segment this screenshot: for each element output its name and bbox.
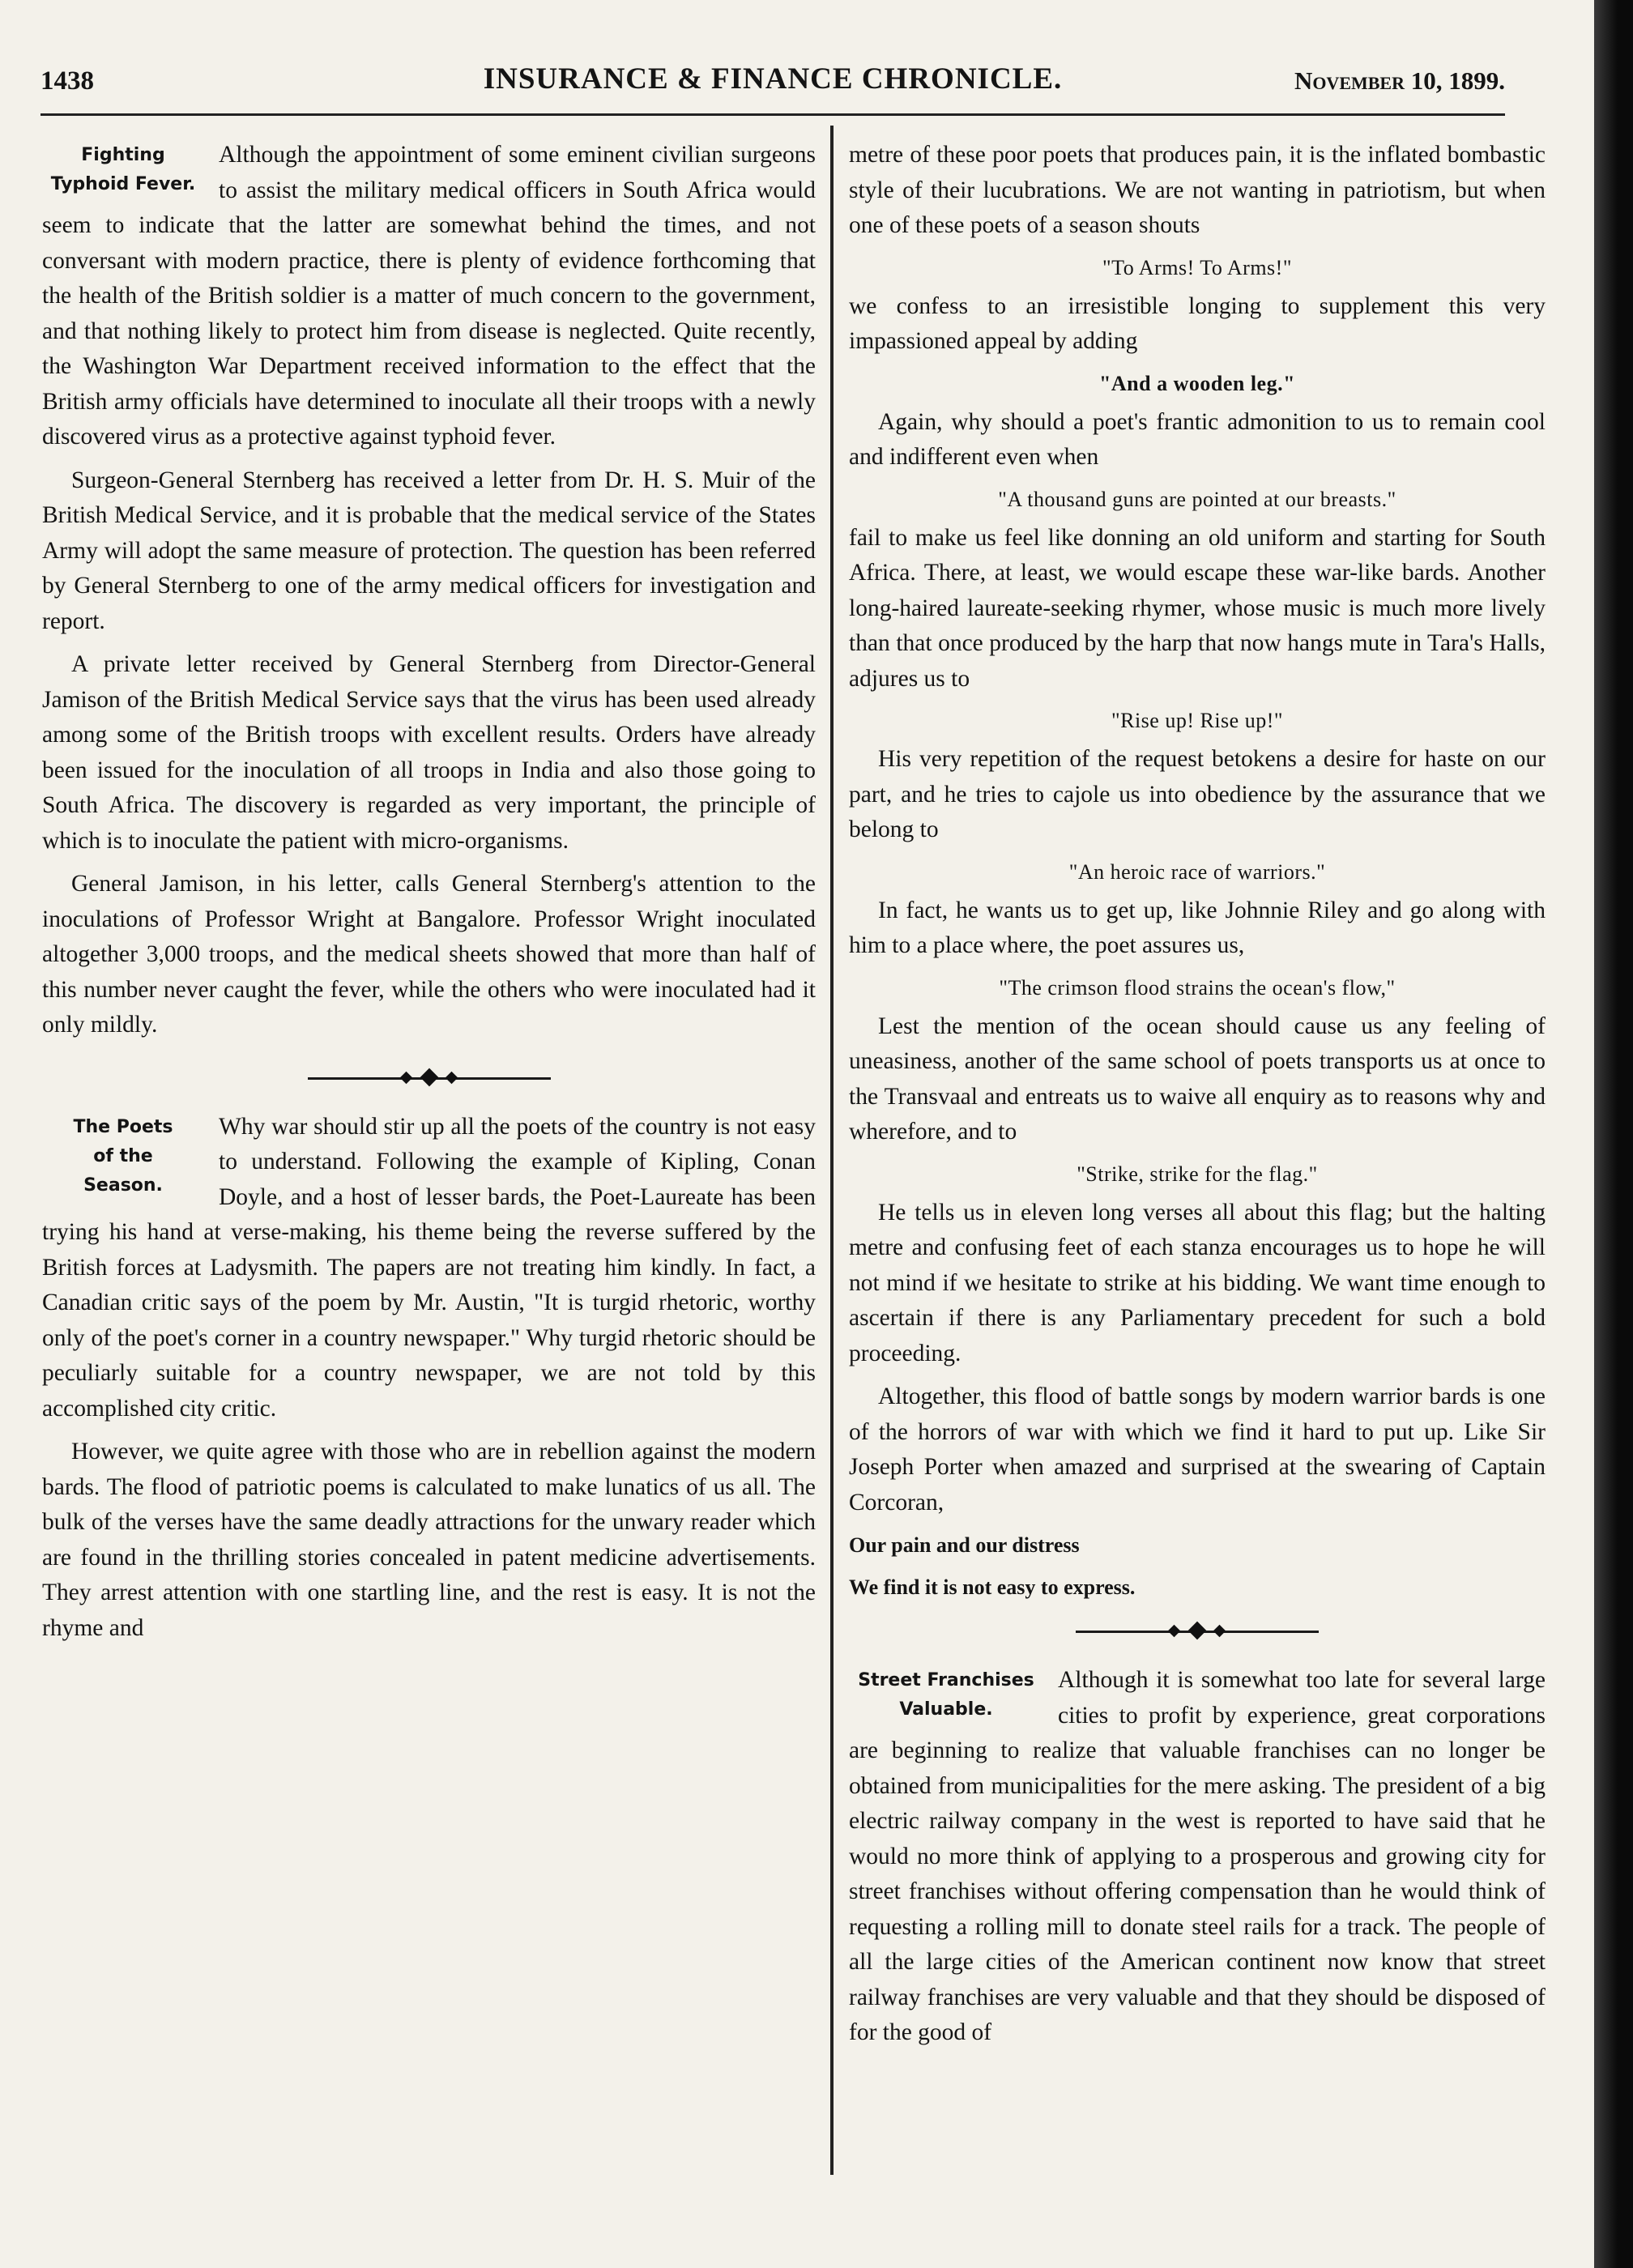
paragraph: we confess to an irresistible longing to supplement this very impassioned appeal by adding — [849, 292, 1546, 354]
paragraph: Surgeon-General Sternberg has received a letter from Dr. H. S. Muir of the British Medical Service, and it is probable that the medical service of the States Army will adopt the same measure of protection. The question has been referred by General Sternberg to one of the army medical officers for investigation and report. — [42, 467, 816, 634]
article-franchises — [849, 1663, 1546, 2051]
issue-date: November 10, 1899. — [1294, 66, 1505, 95]
paragraph: metre of these poor poets that produces pain, it is the inflated bombastic style of their lucubrations. We are not wanting in patriotism, but when one of these poets of a season shouts — [849, 142, 1546, 238]
verse-quote: "Rise up! Rise up!" — [1111, 709, 1283, 732]
section-ornament — [1076, 1619, 1319, 1643]
paragraph: General Jamison, in his letter, calls General Sternberg's attention to the inoculations of Professor Wright at Bangalore. Professor Wright inoculated altogether 3,000 troops, and the medical sheets showed that more than half of this number never caught the fever, while the others who were inoculated had it only mildly. — [42, 871, 816, 1038]
paragraph: Although the appointment of some eminent civilian surgeons to assist the military medical officers in South Africa would seem to indicate that the latter are somewhat behind the times, and not conversant with modern practice, there is plenty of evidence forthcoming that the health of the British soldier is a matter of much concern to the government, and that nothing likely to protect him from disease is neglected. Quite recently, the Washington War Department received information to the effect that the British army officials have determined to inoculate all their troops with a newly discovered virus as a protective against typhoid fever. — [42, 142, 816, 450]
paragraph: Why war should stir up all the poets of the country is not easy to understand. Following the example of Kipling, Conan Doyle, and a host of lesser bards, the Poet-Laureate has been trying his hand at verse-making, his theme being the reverse suffered by the British forces at Ladysmith. The papers are not treating him kindly. In fact, a Canadian critic says of the poem by Mr. Austin, "It is turgid rhetoric, worthy only of the poet's corner in a country newspaper." Why turgid rhetoric should be peculiarly suitable for a country newspaper, we are not told by this accomplished city critic. — [42, 1113, 816, 1422]
paragraph: A private letter received by General Sternberg from Director-General Jamison of the British Medical Service says that the virus has been used already among some of the British troops with excellent results. Orders have already been issued for the inoculation of all troops in India and also those going to South Africa. The discovery is regarded as very important, the principle of which is to inoculate the patient with micro-organisms. — [42, 651, 816, 854]
paragraph: His very repetition of the request betokens a desire for haste on our part, and he tries to cajole us into obedience by the assurance that we belong to — [849, 746, 1546, 842]
side-heading-franchises: Street Franchises Valuable. — [858, 1670, 1034, 1720]
page-number: 1438 — [41, 66, 94, 96]
article-poets — [42, 1110, 816, 1647]
right-column — [849, 138, 1546, 2059]
article-typhoid — [42, 138, 816, 1051]
verse-quote: "To Arms! To Arms!" — [1102, 255, 1292, 279]
paragraph: Altogether, this flood of battle songs by modern warrior bards is one of the horrors of war with which we find it hard to put up. Like Sir Joseph Porter when amazed and surprised at the swearing of Captain Corcoran, — [849, 1383, 1546, 1516]
verse-quote: "Strike, strike for the flag." — [1077, 1162, 1318, 1186]
page-header — [41, 62, 1505, 110]
closing-verse-line: We find it is not easy to express. — [849, 1575, 1136, 1599]
publication-title: INSURANCE & FINANCE CHRONICLE. — [483, 62, 1063, 96]
section-ornament — [308, 1066, 551, 1090]
left-column — [42, 138, 816, 1654]
paragraph: fail to make us feel like donning an old uniform and starting for South Africa. There, at least, we would escape these war-like bards. Another long-haired laureate-seeking rhymer, whose music is much more lively than that once produced by the harp that now hangs mute in Tara's Halls, adjures us to — [849, 524, 1546, 692]
side-heading-typhoid: Fighting Typhoid Fever. — [50, 145, 196, 194]
paragraph: Lest the mention of the ocean should cause us any feeling of uneasiness, another of the same school of poets transports us at once to the Transvaal and entreats us to waive all enquiry as to reasons why and wherefore, and to — [849, 1013, 1546, 1145]
verse-quote: "The crimson flood strains the ocean's flow," — [999, 975, 1396, 1000]
paragraph: In fact, he wants us to get up, like Johnnie Riley and go along with him to a place where, the poet assures us, — [849, 897, 1546, 958]
verse-quote: "A thousand guns are pointed at our breasts." — [998, 487, 1396, 511]
side-heading-poets: The Poets of the Season. — [73, 1116, 173, 1196]
paragraph: Although it is somewhat too late for several large cities to profit by experience, great corporations are beginning to realize that valuable franchises can no longer be obtained from municipalities for the mere asking. The president of a big electric railway company in the west is reported to have said that he would no more think of applying to a prosperous and growing city for street franchises without offering compensation than he would think of requesting a rolling mill to donate steel rails for a track. The people of all the large cities of the American continent now know that street railway franchises are very valuable and that they should be disposed of for the good of — [849, 1667, 1546, 2045]
header-rule — [41, 113, 1505, 116]
verse-quote: "And a wooden leg." — [1098, 371, 1296, 395]
verse-quote: "An heroic race of warriors." — [1068, 859, 1326, 884]
paragraph: He tells us in eleven long verses all about this flag; but the halting metre and confusing feet of each stanza encourages us to hope he will not mind if we hesitate to strike at his bidding. We want time enough to ascertain if there is any Parliamentary precedent for such a bold proceeding. — [849, 1199, 1546, 1366]
closing-verse-line: Our pain and our distress — [849, 1533, 1080, 1557]
paragraph: However, we quite agree with those who are in rebellion against the modern bards. The flood of patriotic poems is calculated to make lunatics of us all. The bulk of the verses have the same deadly attractions for the unwary reader which are found in the thrilling stories concealed in patent medicine advertisements. They arrest attention with one startling line, and the rest is easy. It is not the rhyme and — [42, 1439, 816, 1641]
page-edge-shadow — [1594, 0, 1633, 2268]
column-divider — [830, 126, 834, 2175]
paragraph: Again, why should a poet's frantic admonition to us to remain cool and indifferent even when — [849, 408, 1546, 470]
